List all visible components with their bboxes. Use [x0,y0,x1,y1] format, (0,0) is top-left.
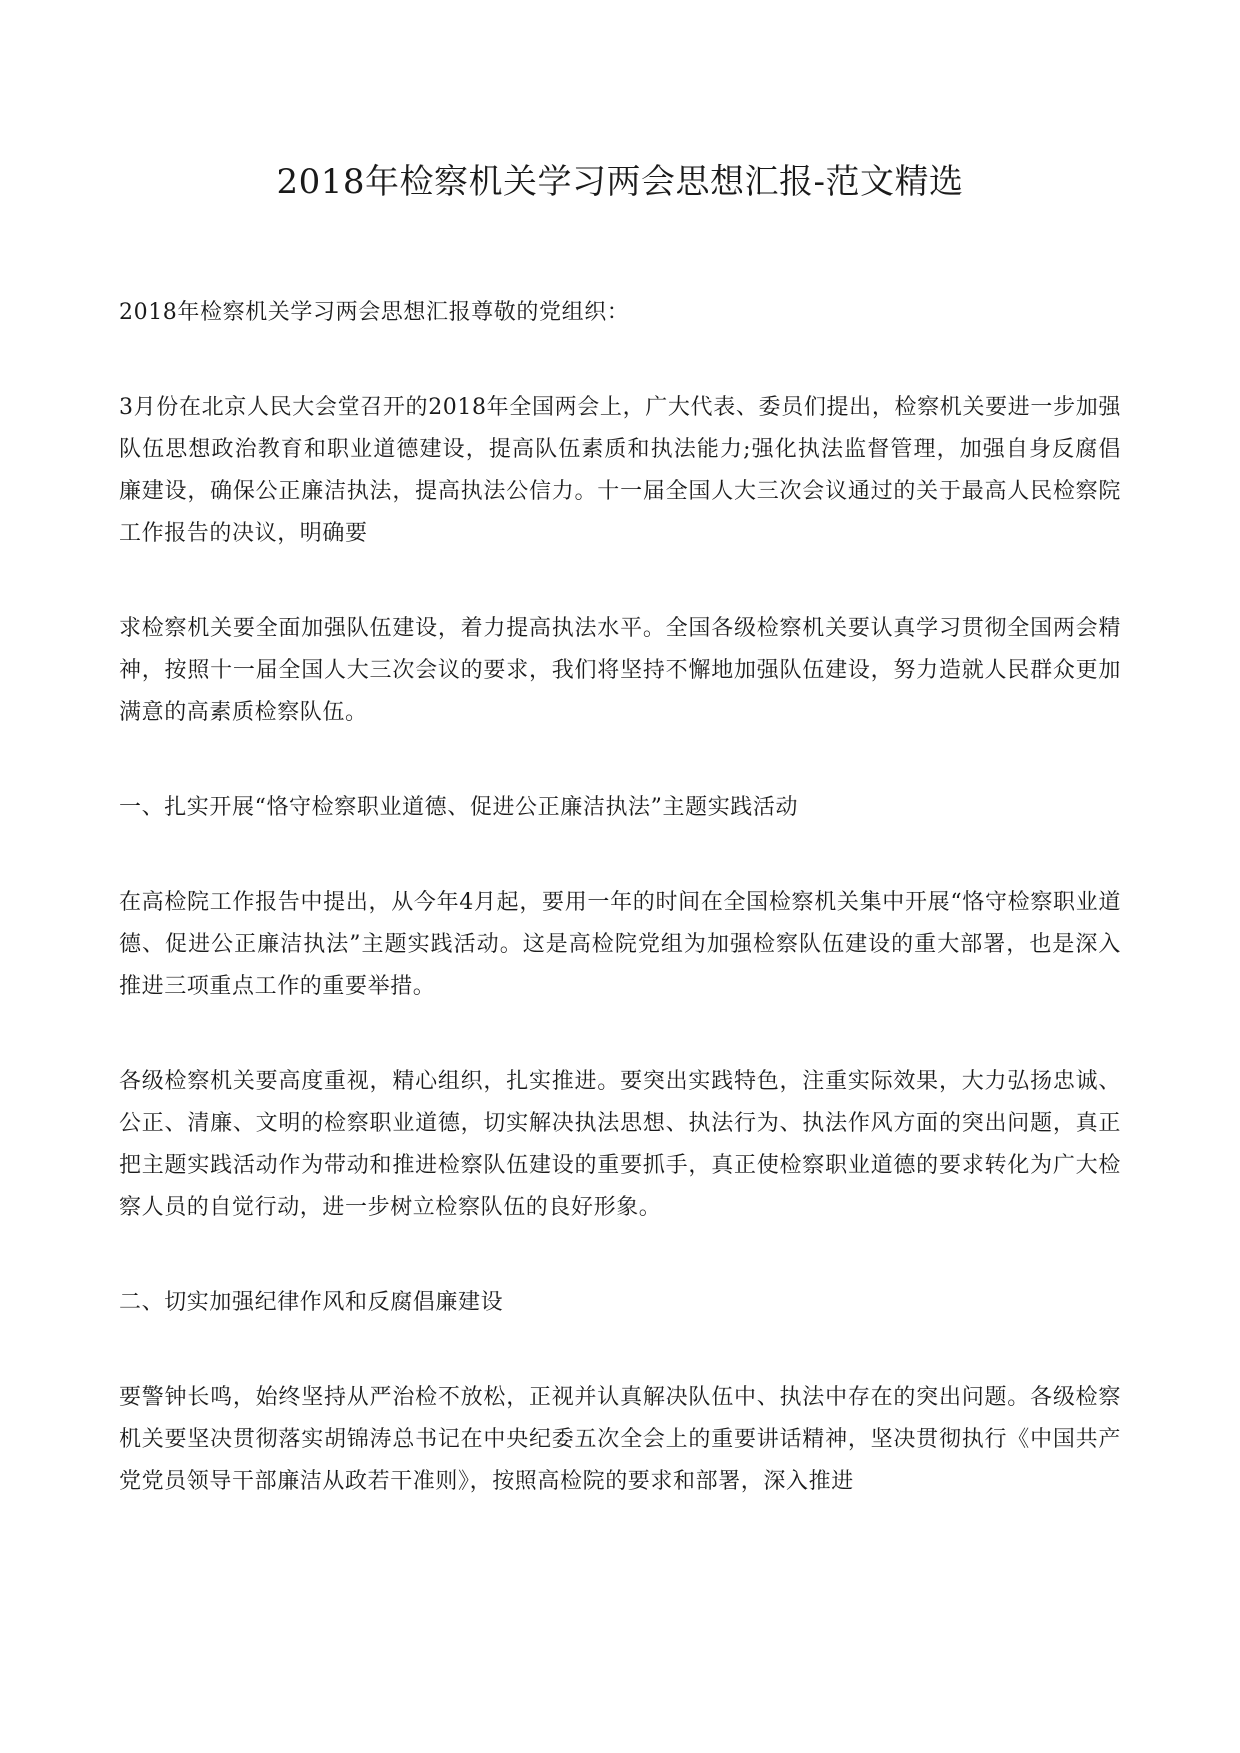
body-paragraph: 在高检院工作报告中提出，从今年4月起，要用一年的时间在全国检察机关集中开展“恪守检察职业道德、促进公正廉洁执法”主题实践活动。这是高检院党组为加强检察队伍建设的重大部署，也是深入推进三项重点工作的重要举措。 [119,890,1121,999]
section-heading: 二、切实加强纪律作风和反腐倡廉建设 [119,1290,504,1315]
document-title: 2018年检察机关学习两会思想汇报-范文精选 [276,162,964,202]
body-paragraph: 求检察机关要全面加强队伍建设，着力提高执法水平。全国各级检察机关要认真学习贯彻全国两会精神，按照十一届全国人大三次会议的要求，我们将坚持不懈地加强队伍建设，努力造就人民群众更加满意的高素质检察队伍。 [119,616,1121,725]
section-heading: 一、扎实开展“恪守检察职业道德、促进公正廉洁执法”主题实践活动 [119,795,799,820]
salutation-paragraph: 2018年检察机关学习两会思想汇报尊敬的党组织： [119,300,630,325]
body-paragraph: 各级检察机关要高度重视，精心组织，扎实推进。要突出实践特色，注重实际效果，大力弘扬忠诚、公正、清廉、文明的检察职业道德，切实解决执法思想、执法行为、执法作风方面的突出问题，真正把主题实践活动作为带动和推进检察队伍建设的重要抓手，真正使检察职业道德的要求转化为广大检察人员的自觉行动，进一步树立检察队伍的良好形象。 [119,1069,1121,1220]
body-paragraph: 3月份在北京人民大会堂召开的2018年全国两会上，广大代表、委员们提出，检察机关要进一步加强队伍思想政治教育和职业道德建设，提高队伍素质和执法能力;强化执法监督管理，加强自身反腐倡廉建设，确保公正廉洁执法，提高执法公信力。十一届全国人大三次会议通过的关于最高人民检察院工作报告的决议，明确要 [119,395,1121,546]
body-paragraph: 要警钟长鸣，始终坚持从严治检不放松，正视并认真解决队伍中、执法中存在的突出问题。各级检察机关要坚决贯彻落实胡锦涛总书记在中央纪委五次全会上的重要讲话精神，坚决贯彻执行《中国共产党党员领导干部廉洁从政若干准则》，按照高检院的要求和部署，深入推进 [119,1385,1121,1494]
document-body [119,292,1121,1503]
